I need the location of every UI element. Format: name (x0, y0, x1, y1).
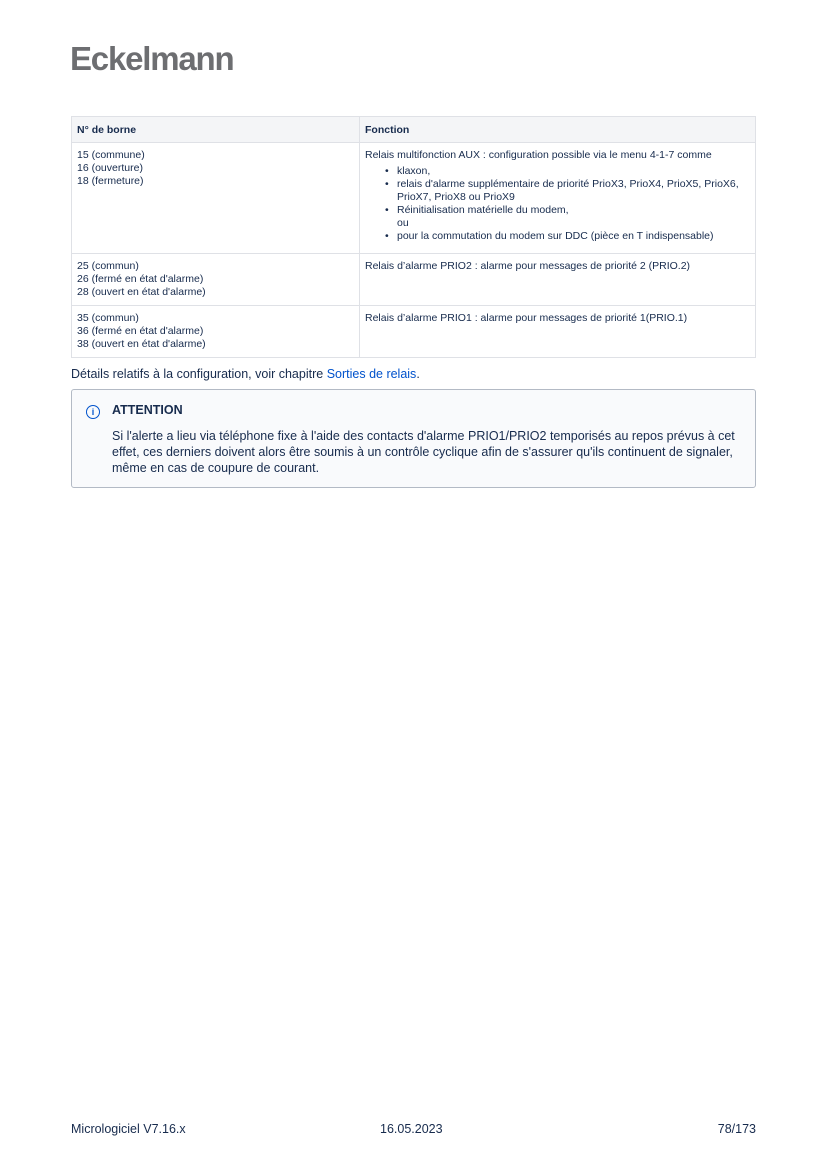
footer-date: 16.05.2023 (380, 1122, 443, 1136)
terminal-function-table (71, 116, 756, 358)
terminal-line: 36 (fermé en état d'alarme) (77, 325, 204, 337)
footer-page-number: 78/173 (717, 1122, 756, 1136)
function-cell (360, 306, 756, 358)
configuration-details-text: Détails relatifs à la configuration, voir chapitre Sorties de relais. (71, 367, 420, 381)
column-header-terminal: N° de borne (72, 117, 360, 143)
relay-outputs-link[interactable]: Sorties de relais (326, 367, 417, 381)
terminal-cell (72, 254, 360, 306)
terminal-line: 18 (fermeture) (77, 175, 144, 187)
terminal-cell (72, 143, 360, 254)
list-item: • Réinitialisation matérielle du modem, (385, 204, 569, 216)
terminal-line: 26 (fermé en état d'alarme) (77, 273, 204, 285)
function-cell (360, 143, 756, 254)
footer-firmware: Micrologiciel V7.16.x (71, 1122, 186, 1136)
function-description: Relais d’alarme PRIO2 : alarme pour messages de priorité 2 (PRIO.2) (365, 260, 691, 272)
table-row (72, 254, 756, 306)
panel-body: Si l'alerte a lieu via téléphone fixe à l'aide des contacts d'alarme PRIO1/PRIO2 temporisés au repos prévus à cet effet, ces derniers doivent alors être soumis à un contrôle cyclique afin de s'assurer qu'ils continuent de signaler, même en cas de coupure de courant. (112, 429, 735, 475)
function-description: Relais d’alarme PRIO1 : alarme pour messages de priorité 1(PRIO.1) (365, 312, 688, 324)
terminal-line: 35 (commun) (77, 312, 139, 324)
table-row (72, 143, 756, 254)
eckelmann-logo: Eckelmann (70, 40, 234, 77)
terminal-line: 16 (ouverture) (77, 162, 143, 174)
function-description: Relais multifonction AUX : configuration possible via le menu 4-1-7 comme (365, 149, 712, 161)
list-item: • relais d'alarme supplémentaire de priorité PrioX3, PrioX4, PrioX5, PrioX6, PrioX7, PrioX8 ou PrioX9 (385, 178, 739, 203)
terminal-line: 15 (commune) (77, 149, 145, 161)
function-option-list (365, 165, 750, 243)
list-item: • klaxon, (385, 165, 431, 177)
terminal-cell (72, 306, 360, 358)
list-item: • pour la commutation du modem sur DDC (pièce en T indispensable) (385, 230, 714, 242)
terminal-line: 28 (ouvert en état d'alarme) (77, 286, 206, 298)
terminal-line: 38 (ouvert en état d'alarme) (77, 338, 206, 350)
panel-title: ATTENTION (112, 403, 183, 417)
attention-panel (71, 389, 756, 488)
column-header-function: Fonction (360, 117, 756, 143)
list-item: ou (397, 217, 409, 229)
info-icon: i (86, 405, 100, 419)
terminal-line: 25 (commun) (77, 260, 139, 272)
table-header-row (72, 117, 756, 143)
function-cell (360, 254, 756, 306)
table-row (72, 306, 756, 358)
